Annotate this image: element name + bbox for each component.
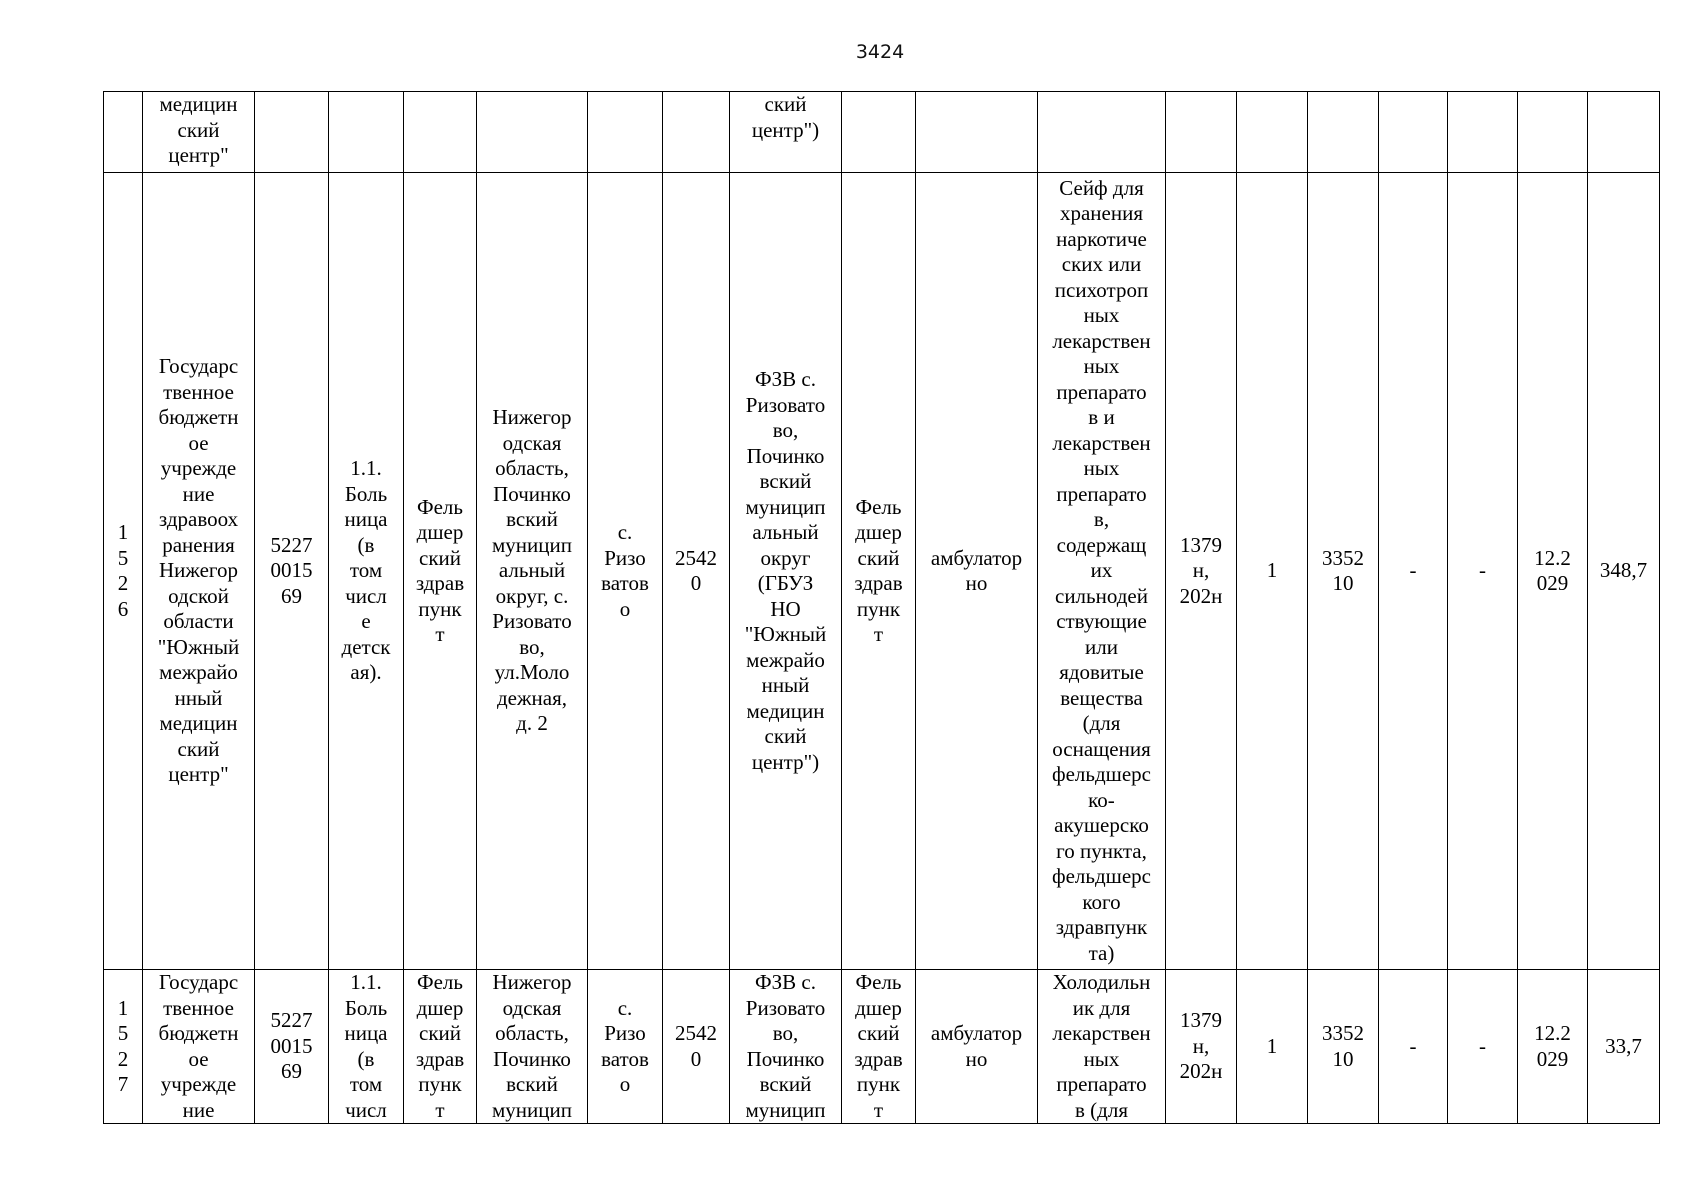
cell-type bbox=[329, 92, 404, 173]
cell-type bbox=[329, 970, 404, 1124]
cell-place bbox=[588, 92, 663, 173]
cell-facility-type bbox=[842, 970, 916, 1124]
cell-qty bbox=[1237, 92, 1308, 173]
cell-d2 bbox=[1448, 92, 1518, 173]
cell-facility-type: Фель дшер ский здрав пунк т bbox=[842, 173, 916, 970]
cell-okpd: 3352 10 bbox=[1308, 970, 1379, 1124]
cell-amount bbox=[1588, 92, 1660, 173]
cell-text: ФЗВ с. Ризовато во, Починко вский муницип bbox=[745, 970, 826, 1122]
cell-care-form: амбулатор но bbox=[916, 970, 1038, 1124]
cell-okpd bbox=[1308, 92, 1379, 173]
cell-code: 2542 0 bbox=[663, 173, 730, 970]
cell-date bbox=[1518, 92, 1588, 173]
cell-facility: ский центр") bbox=[730, 92, 842, 173]
cell-text: Государс твенное бюджетн ое учрежде ние bbox=[158, 970, 239, 1122]
cell-num: 1 5 2 7 bbox=[104, 970, 143, 1124]
cell-order bbox=[1166, 92, 1237, 173]
cell-inn: 5227 0015 69 bbox=[255, 173, 329, 970]
cell-equipment bbox=[1038, 970, 1166, 1124]
cell-unit bbox=[404, 92, 477, 173]
cell-okpd: 3352 10 bbox=[1308, 173, 1379, 970]
cell-unit: Фель дшер ский здрав пунк т bbox=[404, 173, 477, 970]
cell-org bbox=[143, 970, 255, 1124]
data-table bbox=[103, 91, 1660, 1124]
cell-d2: - bbox=[1448, 970, 1518, 1124]
cell-facility bbox=[730, 970, 842, 1124]
cell-date: 12.2 029 bbox=[1518, 173, 1588, 970]
cell-text: Холодильн ик для лекарствен ных препарато в (для bbox=[1052, 970, 1151, 1122]
page-number: 3424 bbox=[855, 41, 905, 63]
cell-text: Фель дшер ский здрав пунк т bbox=[415, 970, 465, 1122]
cell-qty: 1 bbox=[1237, 173, 1308, 970]
cell-d2: - bbox=[1448, 173, 1518, 970]
cell-d1: - bbox=[1379, 970, 1448, 1124]
cell-place: с. Ризо ватов о bbox=[588, 173, 663, 970]
cell-text: Фель дшер ский здрав пунк т bbox=[854, 970, 903, 1122]
cell-d1 bbox=[1379, 92, 1448, 173]
cell-amount: 33,7 bbox=[1588, 970, 1660, 1124]
cell-unit bbox=[404, 970, 477, 1124]
cell-text: 1.1. Боль ница (в том числ bbox=[344, 970, 388, 1122]
cell-equipment: Сейф для хранения наркотиче ских или психотроп ных лекарствен ных препарато в и лекарствен ных препарато в, содержащ их сильнодей ствующие или ядовитые вещества (для оснащения фельдшерс ко- акушерско го пункта, фельдшерс кого здравпунк та) bbox=[1038, 173, 1166, 970]
cell-text: Нижегор одская область, Починко вский муницип bbox=[492, 970, 572, 1122]
cell-care-form: амбулатор но bbox=[916, 173, 1038, 970]
table-row bbox=[104, 970, 1660, 1124]
cell-num: 1 5 2 6 bbox=[104, 173, 143, 970]
cell-amount: 348,7 bbox=[1588, 173, 1660, 970]
cell-address: Нижегор одская область, Починко вский муницип альный округ, с. Ризовато во, ул.Моло дежная, д. 2 bbox=[477, 173, 588, 970]
cell-date: 12.2 029 bbox=[1518, 970, 1588, 1124]
cell-qty: 1 bbox=[1237, 970, 1308, 1124]
cell-code: 2542 0 bbox=[663, 970, 730, 1124]
cell-inn: 5227 0015 69 bbox=[255, 970, 329, 1124]
cell-order: 1379 н, 202н bbox=[1166, 173, 1237, 970]
cell-type: 1.1. Боль ница (в том числ е детск ая). bbox=[329, 173, 404, 970]
table-row bbox=[104, 92, 1660, 173]
cell-care-form bbox=[916, 92, 1038, 173]
cell-address bbox=[477, 92, 588, 173]
cell-place: с. Ризо ватов о bbox=[588, 970, 663, 1124]
cell-code bbox=[663, 92, 730, 173]
cell-d1: - bbox=[1379, 173, 1448, 970]
cell-num bbox=[104, 92, 143, 173]
cell-org: медицин ский центр" bbox=[143, 92, 255, 173]
cell-inn bbox=[255, 92, 329, 173]
cell-org: Государс твенное бюджетн ое учрежде ние здравоох ранения Нижегор одской области "Южный межрайо нный медицин ский центр" bbox=[143, 173, 255, 970]
cell-address bbox=[477, 970, 588, 1124]
cell-facility: ФЗВ с. Ризовато во, Починко вский муницип альный округ (ГБУЗ НО "Южный межрайо нный медицин ский центр") bbox=[730, 173, 842, 970]
table-row bbox=[104, 173, 1660, 970]
cell-order: 1379 н, 202н bbox=[1166, 970, 1237, 1124]
cell-facility-type bbox=[842, 92, 916, 173]
cell-equipment bbox=[1038, 92, 1166, 173]
